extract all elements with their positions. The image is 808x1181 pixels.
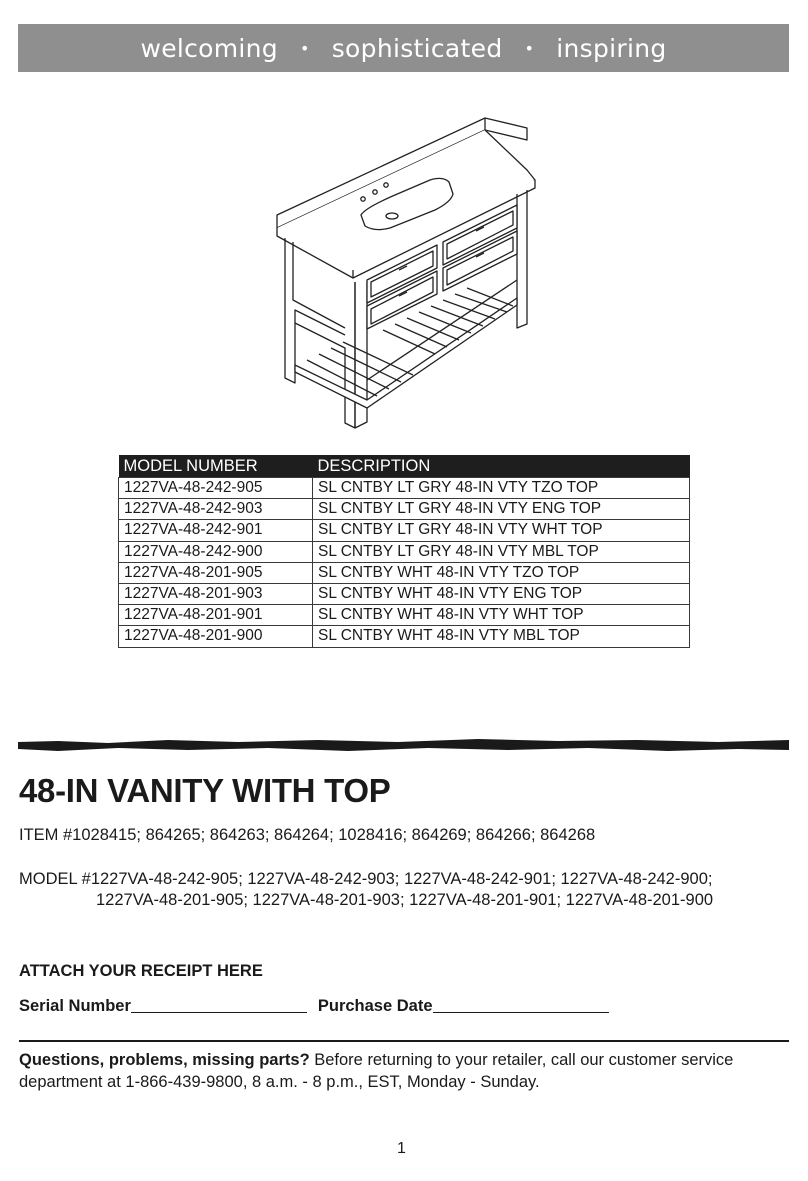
description-cell: SL CNTBY LT GRY 48-IN VTY MBL TOP	[313, 541, 690, 562]
attach-receipt-heading: ATTACH YOUR RECEIPT HERE	[19, 962, 263, 980]
table-row	[119, 562, 690, 583]
section-divider	[18, 736, 789, 754]
tagline-word-inspiring: inspiring	[556, 33, 667, 63]
model-table	[118, 455, 690, 648]
model-number-cell: 1227VA-48-242-905	[119, 478, 313, 499]
table-row	[119, 520, 690, 541]
table-row	[119, 626, 690, 647]
tagline-banner	[18, 24, 789, 72]
model-number-cell: 1227VA-48-201-903	[119, 583, 313, 604]
support-lead: Questions, problems, missing parts?	[19, 1051, 310, 1069]
header-model-number: MODEL NUMBER	[119, 455, 313, 478]
table-row	[119, 605, 690, 626]
table-row	[119, 499, 690, 520]
description-cell: SL CNTBY LT GRY 48-IN VTY TZO TOP	[313, 478, 690, 499]
table-row	[119, 541, 690, 562]
description-cell: SL CNTBY WHT 48-IN VTY MBL TOP	[313, 626, 690, 647]
tagline-word-welcoming: welcoming	[140, 33, 278, 63]
tagline-separator: •	[524, 38, 535, 58]
header-description: DESCRIPTION	[313, 455, 690, 478]
tagline-word-sophisticated: sophisticated	[331, 33, 503, 63]
model-numbers-line-2: 1227VA-48-201-905; 1227VA-48-201-903; 1227VA-48-201-901; 1227VA-48-201-900	[96, 891, 714, 909]
model-numbers-line-1: MODEL #1227VA-48-242-905; 1227VA-48-242-903; 1227VA-48-242-901; 1227VA-48-242-900;	[19, 870, 713, 888]
page-title: 48-IN VANITY WITH TOP	[19, 772, 391, 809]
description-cell: SL CNTBY LT GRY 48-IN VTY WHT TOP	[313, 520, 690, 541]
model-number-cell: 1227VA-48-201-900	[119, 626, 313, 647]
purchase-date-label: Purchase Date	[317, 997, 433, 1015]
serial-number-blank	[131, 997, 307, 1013]
receipt-fields	[19, 997, 609, 1016]
tagline-separator: •	[299, 38, 310, 58]
description-cell: SL CNTBY LT GRY 48-IN VTY ENG TOP	[313, 499, 690, 520]
model-number-cell: 1227VA-48-242-901	[119, 520, 313, 541]
support-body: Before returning to your retailer, call our customer service department at 1-866-439-9800, 8 a.m. - 8 p.m., EST, Monday - Sunday.	[19, 1051, 734, 1091]
serial-number-label: Serial Number	[19, 997, 131, 1015]
description-cell: SL CNTBY WHT 48-IN VTY ENG TOP	[313, 583, 690, 604]
model-table-header	[119, 455, 690, 478]
item-numbers: ITEM #1028415; 864265; 864263; 864264; 1028416; 864269; 864266; 864268	[19, 826, 596, 844]
description-cell: SL CNTBY WHT 48-IN VTY WHT TOP	[313, 605, 690, 626]
support-paragraph	[19, 1049, 794, 1093]
model-number-cell: 1227VA-48-201-901	[119, 605, 313, 626]
vanity-illustration	[265, 110, 545, 435]
model-number-cell: 1227VA-48-242-903	[119, 499, 313, 520]
table-row	[119, 478, 690, 499]
purchase-date-blank	[433, 997, 609, 1013]
model-number-cell: 1227VA-48-201-905	[119, 562, 313, 583]
table-row	[119, 583, 690, 604]
page-number: 1	[397, 1140, 406, 1157]
description-cell: SL CNTBY WHT 48-IN VTY TZO TOP	[313, 562, 690, 583]
divider-line	[19, 1040, 789, 1042]
model-number-cell: 1227VA-48-242-900	[119, 541, 313, 562]
